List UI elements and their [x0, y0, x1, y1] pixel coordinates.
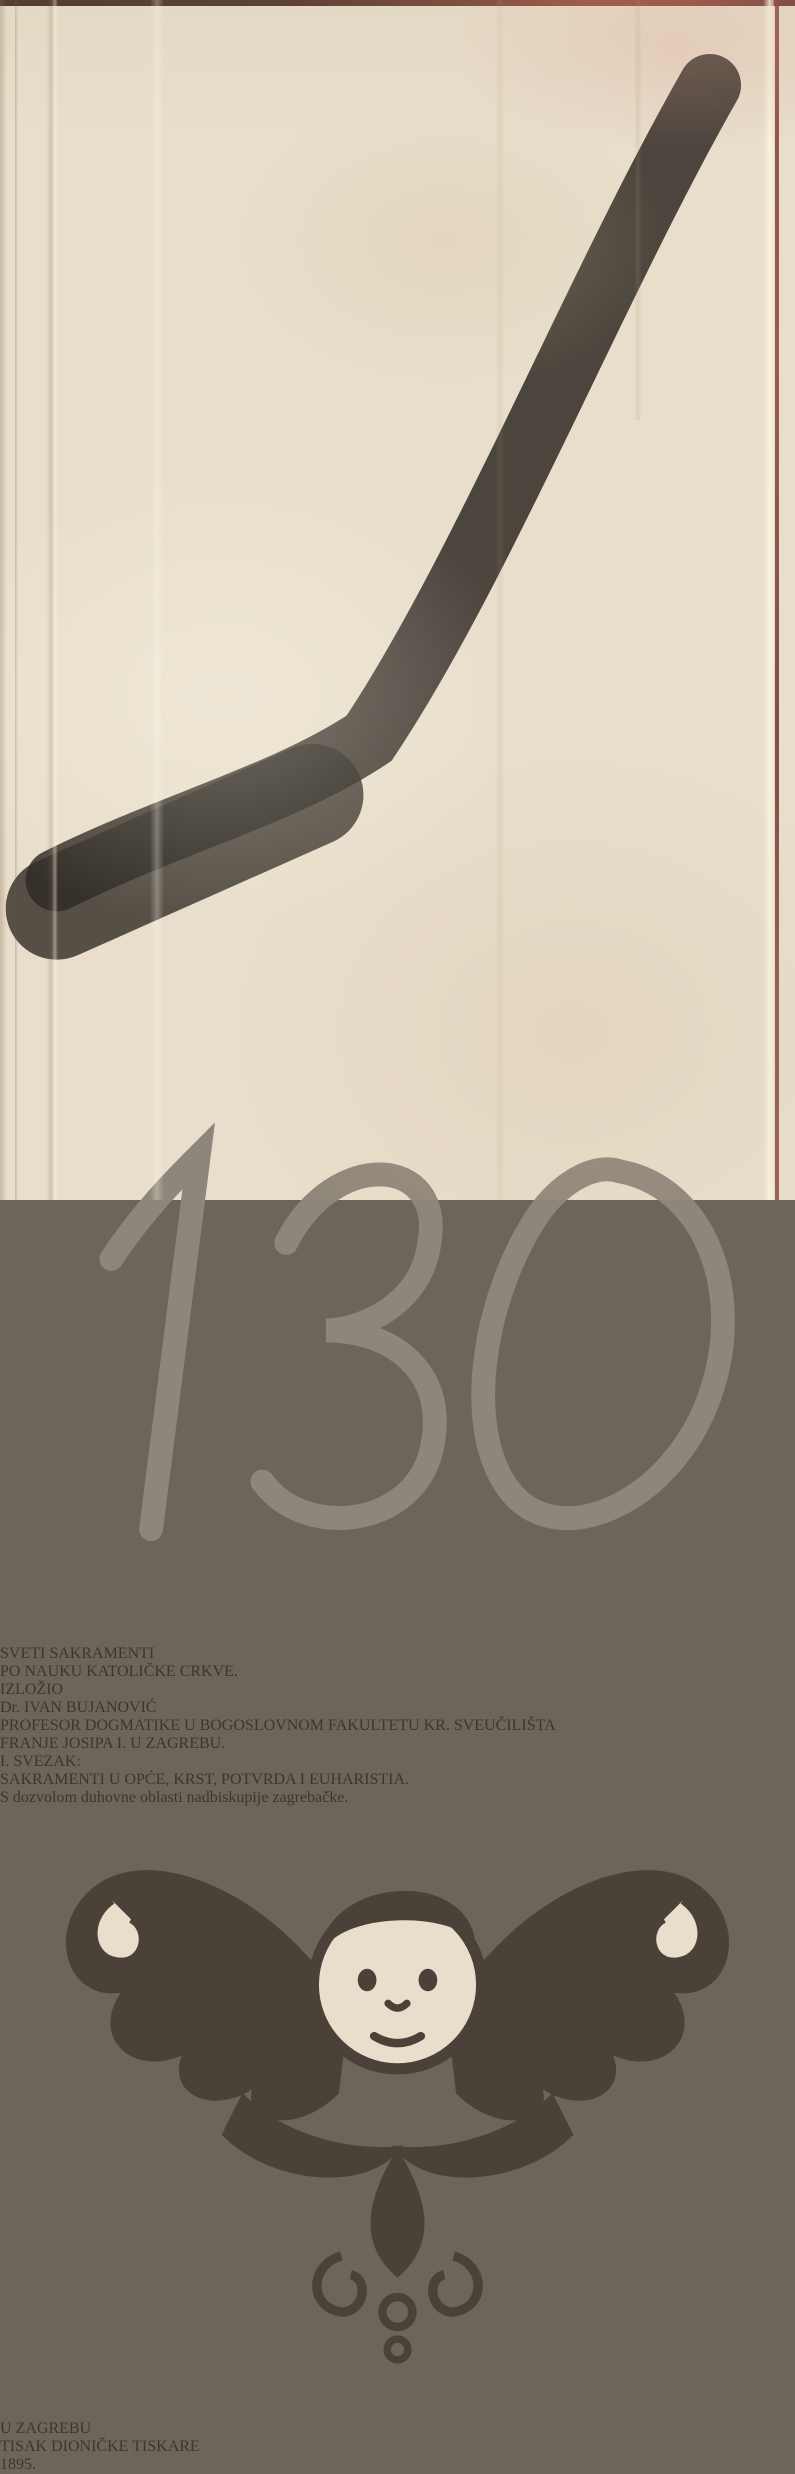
printer-name: TISAK DIONIČKE TISKARE — [0, 2438, 200, 2456]
scan-top-edge-band — [0, 0, 795, 6]
ink-mark — [0, 0, 795, 1079]
author-title-line2: FRANJE JOSIPA I. U ZAGREBU. — [0, 1735, 226, 1753]
cherub-ornament — [0, 1807, 795, 2415]
paper-crease — [15, 0, 18, 1200]
volume-contents — [0, 1771, 795, 1789]
author-name: IVAN BUJANOVIĆ — [24, 1699, 157, 1717]
paper-crease — [495, 0, 505, 1200]
publication-year: 1895. — [0, 2456, 36, 2474]
volume-label: I. SVEZAK: — [0, 1753, 81, 1771]
paper-crease — [46, 0, 58, 1200]
book-title: SVETI SAKRAMENTI — [0, 1645, 155, 1663]
volume-contents-text: SAKRAMENTI U OPĆE, KRST, POTVRDA I EUHARISTIA. — [0, 1771, 410, 1789]
book-subtitle: PO NAUKU KATOLIČKE CRKVE. — [0, 1663, 238, 1681]
paper-crease — [634, 0, 642, 420]
paper-crease — [150, 0, 164, 1200]
author-line — [0, 1699, 795, 1717]
handwritten-page-number — [0, 1084, 795, 1641]
page-right-edge-highlight — [763, 0, 774, 1200]
author-title-line1: PROFESOR DOGMATIKE U BOGOSLOVNOM FAKULTETU KR. SVEUČILIŠTA — [0, 1717, 556, 1735]
page-left-edge-shadow — [0, 0, 7, 1200]
pink-cover-binding-edge — [779, 0, 795, 1200]
imprimatur-note: S dozvolom duhovne oblasti nadbiskupije zagrebačke. — [0, 1789, 349, 1807]
publisher-city: U ZAGREBU — [0, 2420, 92, 2438]
byline-intro: IZLOŽIO — [0, 1681, 64, 1699]
author-prefix: Dr. — [0, 1699, 20, 1717]
